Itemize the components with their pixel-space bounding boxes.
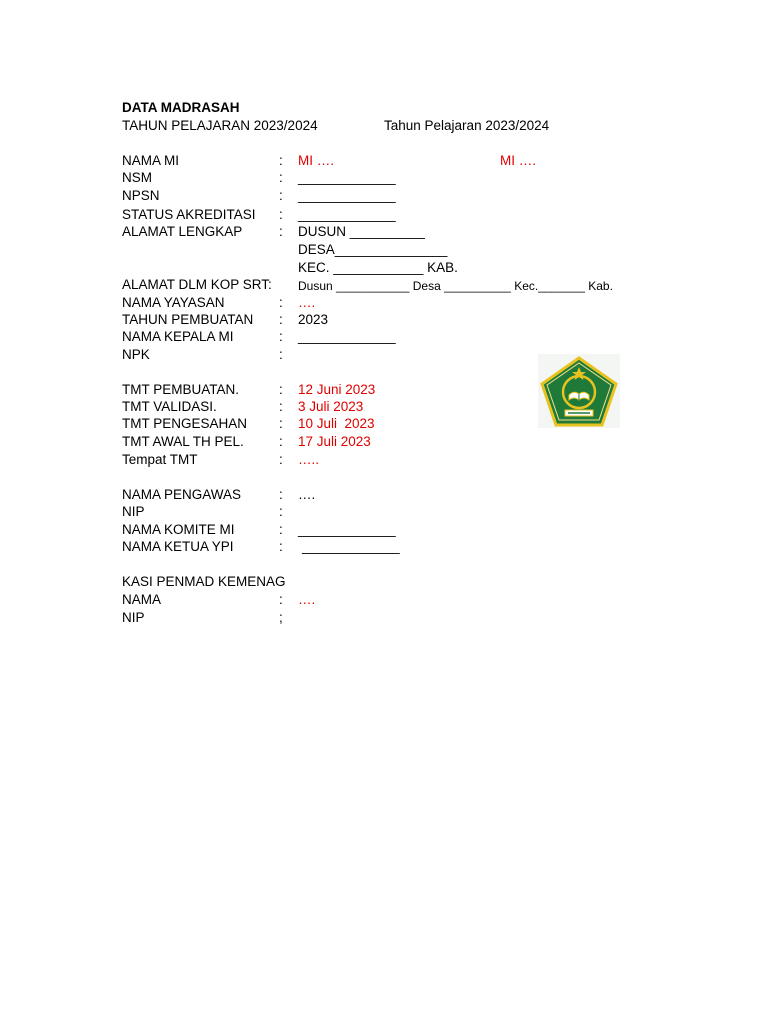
colon: : [279, 504, 283, 519]
label-nama-komite: NAMA KOMITE MI [122, 522, 235, 537]
label-tmt-pembuatan: TMT PEMBUATAN. [122, 382, 240, 397]
value-tmt-validasi: 3 Juli 2023 [298, 399, 364, 414]
value-nama-mi-2: MI …. [500, 153, 536, 168]
value-kasi-nama: …. [298, 592, 316, 607]
label-tempat-tmt: Tempat TMT [122, 452, 198, 467]
colon: : [279, 347, 283, 362]
colon: : [279, 522, 283, 537]
value-tempat-tmt: ….. [298, 452, 320, 467]
colon: : [279, 487, 283, 502]
colon: : [279, 153, 283, 168]
colon: : [279, 207, 283, 222]
value-tmt-awal: 17 Juli 2023 [298, 434, 371, 449]
colon: : [279, 170, 283, 185]
kemenag-emblem-icon [538, 354, 620, 428]
label-status-akreditasi: STATUS AKREDITASI [122, 207, 256, 222]
colon: : [279, 329, 283, 344]
colon: : [279, 224, 283, 239]
value-nama-kepala: _____________ [298, 329, 396, 344]
label-npk: NPK [122, 347, 150, 362]
colon: : [279, 312, 283, 327]
colon: : [279, 434, 283, 449]
label-nama-yayasan: NAMA YAYASAN [122, 295, 225, 310]
label-alamat-lengkap: ALAMAT LENGKAP [122, 224, 243, 239]
label-nip-pengawas: NIP [122, 504, 145, 519]
label-kasi-nama: NAMA [122, 592, 162, 607]
value-alamat-kop: Dusun ___________ Desa __________ Kec._______ Kab. [298, 279, 613, 293]
value-nama-mi: MI …. [298, 153, 334, 168]
value-alamat-dusun: DUSUN __________ [298, 224, 425, 239]
value-tmt-pengesahan: 10 Juli 2023 [298, 416, 375, 431]
value-nsm: _____________ [298, 170, 396, 185]
academic-year-upper: TAHUN PELAJARAN 2023/2024 [122, 118, 318, 133]
label-tmt-validasi: TMT VALIDASI. [122, 399, 217, 414]
label-nama-ketua-ypi: NAMA KETUA YPI [122, 539, 234, 554]
colon: : [279, 592, 283, 607]
value-tmt-pembuatan: 12 Juni 2023 [298, 382, 376, 397]
colon: : [279, 295, 283, 310]
colon: : [279, 452, 283, 467]
colon: : [279, 416, 283, 431]
label-nama-pengawas: NAMA PENGAWAS [122, 487, 242, 502]
colon: : [279, 539, 283, 554]
value-nama-yayasan: …. [298, 295, 316, 310]
value-npsn: _____________ [298, 188, 396, 203]
label-tmt-awal: TMT AWAL TH PEL. [122, 434, 244, 449]
value-nama-ketua-ypi: _____________ [302, 539, 400, 554]
value-alamat-kec-kab: KEC. ____________ KAB. [298, 260, 458, 275]
label-kasi-nip: NIP [122, 610, 145, 625]
colon: : [279, 399, 283, 414]
value-tahun-pembuatan: 2023 [298, 312, 329, 327]
kasi-heading: KASI PENMAD KEMENAG [122, 574, 286, 589]
colon: : [279, 382, 283, 397]
value-nama-komite: _____________ [298, 522, 396, 537]
label-nsm: NSM [122, 170, 152, 185]
colon: ; [279, 610, 283, 625]
label-npsn: NPSN [122, 188, 160, 203]
academic-year-mixed: Tahun Pelajaran 2023/2024 [384, 118, 550, 133]
label-nama-kepala: NAMA KEPALA MI [122, 329, 234, 344]
label-nama-mi: NAMA MI [122, 153, 180, 168]
value-nama-pengawas: …. [298, 487, 316, 502]
label-alamat-kop: ALAMAT DLM KOP SRT: [122, 277, 272, 292]
value-status-akreditasi: _____________ [298, 207, 396, 222]
label-tahun-pembuatan: TAHUN PEMBUATAN [122, 312, 254, 327]
label-tmt-pengesahan: TMT PENGESAHAN [122, 416, 248, 431]
colon: : [279, 188, 283, 203]
value-alamat-desa: DESA_______________ [298, 242, 448, 257]
doc-title: DATA MADRASAH [122, 100, 240, 115]
